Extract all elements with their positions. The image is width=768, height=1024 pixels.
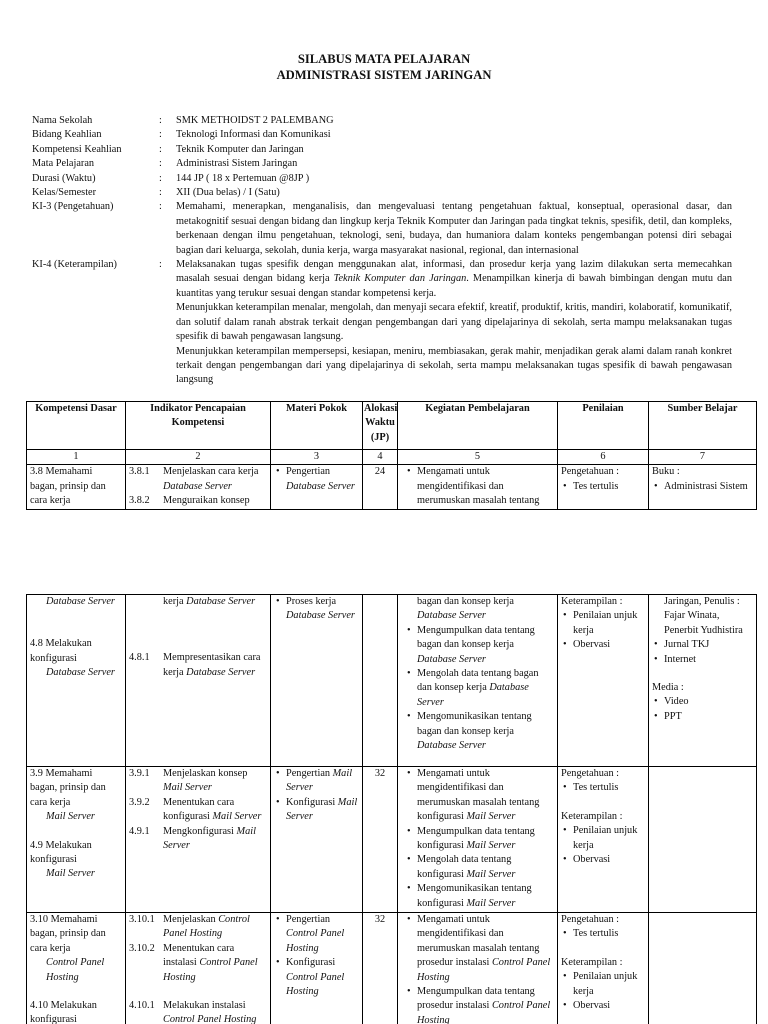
ki4-paragraph-3: Menunjukkan keterampilan mempersepsi, kesiapan, meniru, membiasakan, gerak mahir, menjadikan gerak alami dalam ranah konkret terkait dengan pengembangan dari yang dipelajarinya di sekolah, serta mampu melaksanakan tugas spesifik di bawah pengawasan langsung: [176, 345, 732, 386]
ki4-paragraph-1: Melaksanakan tugas spesifik dengan menggunakan alat, informasi, dan prosedur kerja yang lazim dilakukan serta memecahkan masalah sesuai dengan bidang kerja Teknik Komputer dan Jaringan. Menampilkan kinerja di bawah bimbingan dengan mutu dan kuantitas yang terukur sesuai dengan standar kompetensi kerja.: [176, 259, 732, 299]
header-kegiatan: Kegiatan Pembelajaran: [398, 402, 558, 450]
header-sumber-belajar: Sumber Belajar: [649, 402, 757, 450]
list-item: • Mengolah data tentang konfigurasi Mail Server: [417, 853, 554, 882]
list-item: • Mengomunikasikan tentang konfigurasi Mail Server: [417, 882, 554, 911]
list-item: • Mengumpulkan data tentang prosedur instalasi Control Panel Hosting: [417, 985, 554, 1024]
list-item: • Konfigurasi Mail Server: [286, 796, 359, 825]
header-penilaian: Penilaian: [558, 402, 649, 450]
info-row-field: Bidang Keahlian : Teknologi Informasi dan Komunikasi: [32, 129, 331, 141]
table-row: 3.8 Memahami bagan, prinsip dan cara kerja 3.8.1 Menjelaskan cara kerja Database Server 3.8.2 Menguraikan konsep • Pengertian Database Server 24 • Mengamati untuk mengidentifikasi dan merumuskan masalah tentang Pengetahuan : • Tes tertulis Buku : • Administrasi Sistem: [27, 465, 757, 509]
table-row: 3.9 Memahami bagan, prinsip dan cara kerja Mail Server 4.9 Melakukan konfigurasi Mail Server 3.9.1 Menjelaskan konsep Mail Server 3.9.2 Menentukan cara konfigurasi Mail Server 4.9.1 Mengkonfigurasi Mail Server • Pengertian Mail Server • Konfigurasi Mail Server 32 • Mengamati untuk mengidentifikasi dan merumuskan masalah tentang konfigurasi Mail Server • Mengumpulkan data tentang konfigurasi Mail Server • Mengolah data tentang konfigurasi Mail Server • Mengomunikasikan tentang konfigurasi Mail Server Pengetahuan : • Tes tertulis Keterampilan : • Penilaian unjuk kerja • Obervasi: [27, 767, 757, 913]
list-item: • Mengamati untuk mengidentifikasi dan merumuskan masalah tentang konfigurasi Mail Server: [417, 767, 554, 825]
syllabus-table-page1: [26, 401, 757, 510]
list-item: • Internet: [664, 653, 753, 667]
list-item: • Penilaian unjuk kerja: [573, 970, 645, 999]
list-item: • Proses kerja Database Server: [286, 595, 359, 624]
list-item: • Obervasi: [573, 853, 645, 867]
header-kompetensi-dasar: Kompetensi Dasar: [27, 402, 126, 450]
list-item: • Video: [664, 695, 753, 709]
list-item: • Mengumpulkan data tentang bagan dan konsep kerja Database Server: [417, 624, 554, 667]
info-row-duration: Durasi (Waktu) : 144 JP ( 18 x Pertemuan @8JP ): [32, 172, 310, 184]
list-item: • Konfigurasi Control Panel Hosting: [286, 956, 359, 999]
list-item: bagan dan konsep kerja Database Server: [417, 596, 514, 622]
table-row: Database Server 4.8 Melakukan konfigurasi Database Server kerja Database Server 4.8.1 Mempresentasikan cara kerja Database Server • Proses kerja Database Server bagan dan konsep kerja Database Server • Mengumpulkan data tentang bagan dan konsep kerja Database Server • Mengolah data tentang bagan dan konsep kerja Database Server • Mengomunikasikan tentang bagan dan konsep kerja Database Server Keterampilan : • Penilaian unjuk kerja • Obervasi Jaringan, Penulis : Fajar Winata, Penerbit Yudhistira • Jurnal TKJ • Internet Media : • Video • PPT: [27, 595, 757, 767]
list-item: • Administrasi Sistem: [664, 480, 753, 494]
header-indikator: Indikator Pencapaian Kompetensi: [126, 402, 271, 450]
header-alokasi-waktu: Alokasi Waktu (JP): [363, 402, 398, 450]
list-item: • Penilaian unjuk kerja: [573, 609, 645, 638]
list-item: • PPT: [664, 710, 753, 724]
table-header-row: [27, 402, 757, 450]
syllabus-table-page2: [26, 594, 757, 1024]
list-item: • Penilaian unjuk kerja: [573, 824, 645, 853]
list-item: • Obervasi: [573, 999, 645, 1013]
list-item: • Pengertian Mail Server: [286, 767, 359, 796]
info-row-ki3: KI-3 (Pengetahuan) : Memahami, menerapkan, menganalisis, dan mengevaluasi tentang pengetahuan faktual, konseptual, operasional dasar, dan metakognitif sesuai dengan bidang dan lingkup kerja Teknik Komputer dan Jaringan pada tingkat teknis, spesifik, detil, dan kompleks, berkenaan dengan ilmu pengetahuan, teknologi, seni, budaya, dan humaniora dalam konteks pengembangan potensi diri sebagai bagian dari keluarga, sekolah, dunia kerja, warga masyarakat nasional, regional, dan internasional: [32, 201, 732, 256]
list-item: • Jurnal TKJ: [664, 638, 753, 652]
table-row: 3.10 Memahami bagan, prinsip dan cara kerja Control Panel Hosting 4.10 Melakukan konfigurasi 3.10.1 Menjelaskan Control Panel Hosting 3.10.2 Menentukan cara instalasi Control Panel Hosting 4.10.1 Melakukan instalasi Control Panel Hosting • Pengertian Control Panel Hosting • Konfigurasi Control Panel Hosting 32 • Mengamati untuk mengidentifikasi dan merumuskan masalah tentang prosedur instalasi Control Panel Hosting • Mengumpulkan data tentang prosedur instalasi Control Panel Hosting Pengetahuan : • Tes tertulis Keterampilan : • Penilaian unjuk kerja • Obervasi: [27, 913, 757, 1024]
info-row-ki4: KI-4 (Keterampilan) : Melaksanakan tugas spesifik dengan menggunakan alat, informasi, dan prosedur kerja yang lazim dilakukan serta memecahkan masalah sesuai dengan bidang kerja Teknik Komputer dan Jaringan. Menampilkan kinerja di bawah bimbingan dengan mutu dan kuantitas yang terukur sesuai dengan standar kompetensi kerja. Menunjukkan keterampilan menalar, mengolah, dan menyaji secara efektif, kreatif, produktif, kritis, mandiri, kolaboratif, komunikatif, dan solutif dalam ranah abstrak terkait dengan pengembangan dari yang dipelajarinya di sekolah, serta mampu melaksanakan tugas spesifik di bawah pengawasan langsung. Menunjukkan keterampilan mempersepsi, kesiapan, meniru, membiasakan, gerak mahir, menjadikan gerak alami dalam ranah konkret terkait dengan pengembangan dari yang dipelajarinya di sekolah, serta mampu melaksanakan tugas spesifik di bawah pengawasan langsung: [32, 258, 732, 388]
list-item: • Tes tertulis: [573, 781, 645, 795]
list-item: • Mengamati untuk mengidentifikasi dan merumuskan masalah tentang: [417, 465, 554, 508]
document-title: SILABUS MATA PELAJARAN: [297, 52, 471, 66]
list-item: • Tes tertulis: [573, 927, 645, 941]
list-item: • Mengomunikasikan tentang bagan dan konsep kerja Database Server: [417, 710, 554, 753]
info-row-competency: Kompetensi Keahlian : Teknik Komputer dan Jaringan: [32, 143, 304, 155]
list-item: • Mengolah data tentang bagan dan konsep kerja Database Server: [417, 667, 554, 710]
info-row-subject: Mata Pelajaran : Administrasi Sistem Jaringan: [32, 158, 298, 170]
list-item: • Pengertian Control Panel Hosting: [286, 913, 359, 956]
column-number-row: 1 2 3 4 5 6 7: [27, 450, 757, 465]
identity-section: [32, 114, 732, 388]
list-item: • Tes tertulis: [573, 480, 645, 494]
document-subtitle: ADMINISTRASI SISTEM JARINGAN: [276, 68, 492, 82]
info-row-school: Nama Sekolah : SMK METHOIDST 2 PALEMBANG: [32, 115, 334, 126]
info-row-class: Kelas/Semester : XII (Dua belas) / I (Satu): [32, 187, 280, 199]
list-item: • Mengumpulkan data tentang konfigurasi Mail Server: [417, 825, 554, 854]
ki4-paragraph-2: Menunjukkan keterampilan menalar, mengolah, dan menyaji secara efektif, kreatif, produktif, kritis, mandiri, kolaboratif, komunikatif, dan solutif dalam ranah abstrak terkait dengan pengembangan dari yang dipelajarinya di sekolah, serta mampu melaksanakan tugas spesifik di bawah pengawasan langsung.: [176, 302, 732, 343]
page2-clip: [0, 594, 768, 1024]
header-materi-pokok: Materi Pokok: [271, 402, 363, 450]
list-item: • Pengertian Database Server: [286, 465, 359, 494]
list-item: • Mengamati untuk mengidentifikasi dan merumuskan masalah tentang prosedur instalasi Control Panel Hosting: [417, 913, 554, 985]
list-item: • Obervasi: [573, 638, 645, 652]
